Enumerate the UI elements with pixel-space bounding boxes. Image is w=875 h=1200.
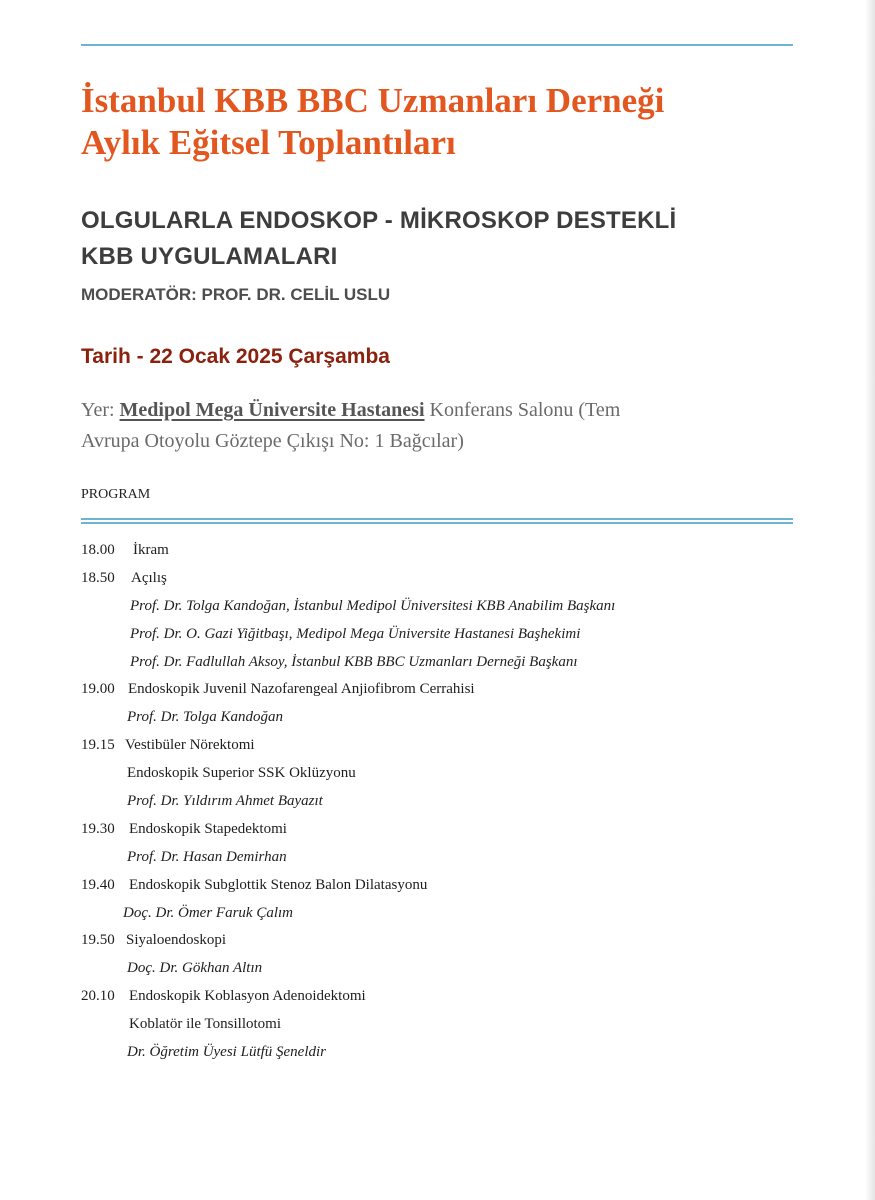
row-text: Siyaloendoskopi: [126, 932, 226, 949]
row-time: 19.50: [81, 932, 115, 949]
row-speaker: Doç. Dr. Gökhan Altın: [127, 960, 263, 977]
row-speaker: Dr. Öğretim Üyesi Lütfü Şeneldir: [127, 1044, 327, 1061]
row-text: Endoskopik Koblasyon Adenoidektomi: [129, 988, 366, 1005]
row-text: İkram: [133, 542, 169, 558]
program-row: [0, 816, 875, 844]
moderator: MODERATÖR: PROF. DR. CELİL USLU: [81, 285, 391, 304]
row-speaker: Prof. Dr. Tolga Kandoğan, İstanbul Medipol Üniversitesi KBB Anabilim Başkanı: [130, 597, 616, 614]
program-row: [0, 649, 875, 677]
title-line-2: Aylık Eğitsel Toplantıları: [81, 123, 456, 162]
program-row: [0, 537, 875, 565]
program-label: PROGRAM: [81, 487, 151, 502]
venue-link[interactable]: Medipol Mega Üniversite Hastanesi: [119, 399, 425, 421]
session-title-line-2: KBB UYGULAMALARI: [81, 243, 338, 270]
program-row: [0, 1011, 875, 1039]
row-text: Koblatör ile Tonsillotomi: [129, 1016, 281, 1033]
title-line-1: İstanbul KBB BBC Uzmanları Derneği: [81, 81, 665, 120]
row-time: 19.15: [81, 737, 115, 754]
program-row: [0, 872, 875, 900]
top-rule: [81, 44, 793, 46]
row-speaker: Doç. Dr. Ömer Faruk Çalım: [123, 904, 293, 921]
venue-line-1: [81, 395, 796, 426]
row-time: 20.10: [81, 988, 115, 1005]
program-row: [0, 927, 875, 955]
row-speaker: Prof. Dr. Fadlullah Aksoy, İstanbul KBB BBC Uzmanları Derneği Başkanı: [130, 653, 578, 670]
program-row: [0, 676, 875, 704]
row-text: Vestibüler Nörektomi: [125, 737, 255, 754]
row-time: 18.50: [81, 569, 115, 586]
row-text: Endoskopik Subglottik Stenoz Balon Dilatasyonu: [129, 876, 428, 893]
program-row: [0, 704, 875, 732]
program-row: [0, 1039, 875, 1067]
venue-label: Yer:: [81, 399, 115, 421]
row-speaker: Prof. Dr. Tolga Kandoğan: [127, 709, 284, 726]
program-row: [0, 844, 875, 872]
program-row: [0, 732, 875, 760]
row-speaker: Prof. Dr. Hasan Demirhan: [127, 848, 287, 865]
program-row: [0, 593, 875, 621]
program-row: [0, 788, 875, 816]
row-text: Endoskopik Superior SSK Oklüzyonu: [127, 765, 356, 782]
program-row: [0, 621, 875, 649]
venue-line-2: Avrupa Otoyolu Göztepe Çıkışı No: 1 Bağcılar): [81, 430, 464, 452]
row-time: 19.40: [81, 876, 115, 893]
row-speaker: Prof. Dr. Yıldırım Ahmet Bayazıt: [127, 793, 323, 810]
program-schedule: [0, 537, 875, 1067]
row-text: Endoskopik Juvenil Nazofarengeal Anjiofibrom Cerrahisi: [128, 681, 475, 698]
program-row: [0, 900, 875, 928]
row-time: 19.30: [81, 820, 115, 837]
session-title: [81, 203, 793, 275]
row-time: 19.00: [81, 681, 115, 698]
program-row: [0, 983, 875, 1011]
row-speaker: Prof. Dr. O. Gazi Yiğitbaşı, Medipol Mega Üniversite Hastanesi Başhekimi: [130, 625, 581, 642]
session-title-line-1: OLGULARLA ENDOSKOP - MİKROSKOP DESTEKLİ: [81, 207, 677, 234]
row-text: Endoskopik Stapedektomi: [129, 820, 287, 837]
venue-rest: Konferans Salonu (Tem: [429, 399, 621, 421]
program-row: [0, 955, 875, 983]
program-rule: [81, 518, 793, 524]
venue: [81, 395, 796, 457]
page-title: [81, 80, 793, 164]
program-row: [0, 760, 875, 788]
program-row: [0, 565, 875, 593]
row-text: Açılış: [131, 569, 167, 586]
row-time: 18.00: [81, 542, 115, 558]
event-date: Tarih - 22 Ocak 2025 Çarşamba: [81, 345, 390, 368]
